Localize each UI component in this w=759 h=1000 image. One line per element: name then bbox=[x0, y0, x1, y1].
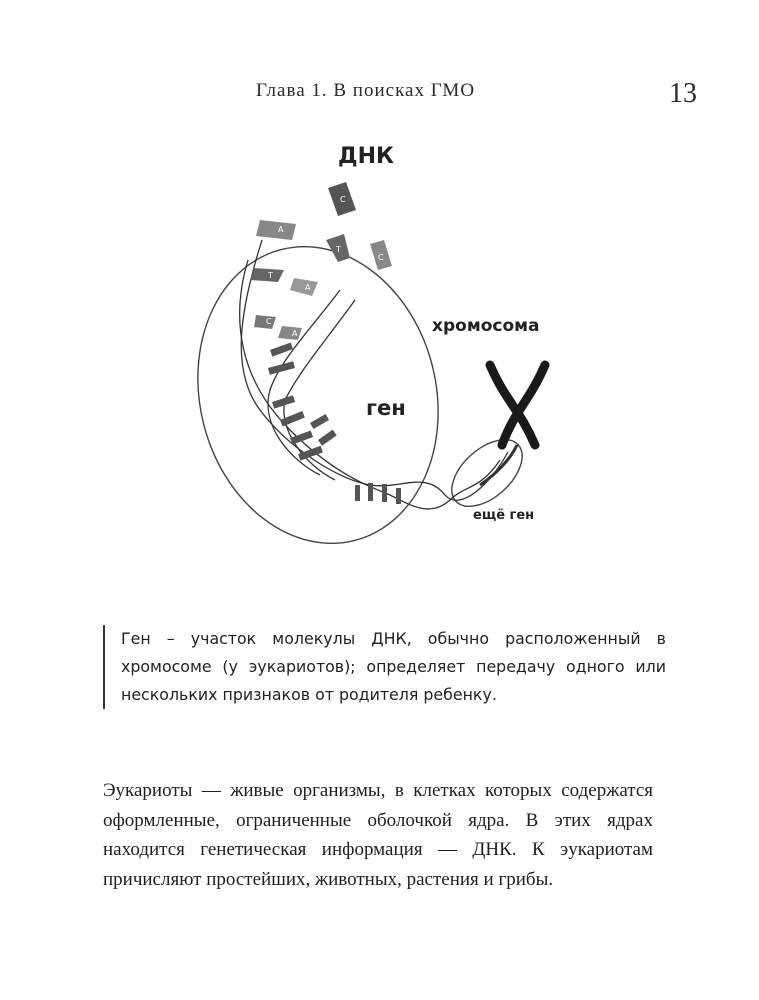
dna-strand-c bbox=[268, 290, 340, 475]
dna-gene-chromosome-illustration bbox=[190, 140, 590, 560]
nucleotide-letter: C bbox=[340, 195, 346, 204]
another-gene-outline bbox=[440, 427, 535, 519]
nucleotide-letter: A bbox=[305, 283, 311, 292]
nucleotide-letter: C bbox=[266, 317, 272, 326]
page-number: 13 bbox=[669, 78, 697, 109]
dna-diagram bbox=[190, 140, 590, 560]
nucleotide-letter: T bbox=[268, 271, 273, 280]
running-head: Глава 1. В поисках ГМО bbox=[256, 80, 476, 101]
nucleotide-letter: A bbox=[278, 225, 284, 234]
label-chromosome: хромосома bbox=[432, 316, 540, 336]
nucleotide-letter: T bbox=[336, 245, 341, 254]
dna-strand-a bbox=[240, 260, 500, 509]
label-gene: ген bbox=[366, 396, 406, 420]
chromosome-shape bbox=[490, 365, 545, 445]
body-paragraph: Эукариоты — живые организмы, в клетках которых содержатся оформленные, ограниченные оболочкой ядра. В этих ядрах находится генетическая информация — ДНК. К эукариотам причисляют простейших, животных, растения и грибы. bbox=[103, 780, 653, 890]
gene-definition-sidebar: Ген – участок молекулы ДНК, обычно расположенный в хромосоме (у эукариотов); определяет передачу одного или нескольких признаков от родителя ребенку. bbox=[103, 625, 666, 709]
label-another-gene: ещё ген bbox=[473, 508, 535, 523]
nucleotide-letter: C bbox=[378, 253, 384, 262]
nucleotide-letter: A bbox=[292, 329, 298, 338]
label-dna: ДНК bbox=[338, 144, 394, 169]
chromatin-thread bbox=[480, 445, 517, 485]
